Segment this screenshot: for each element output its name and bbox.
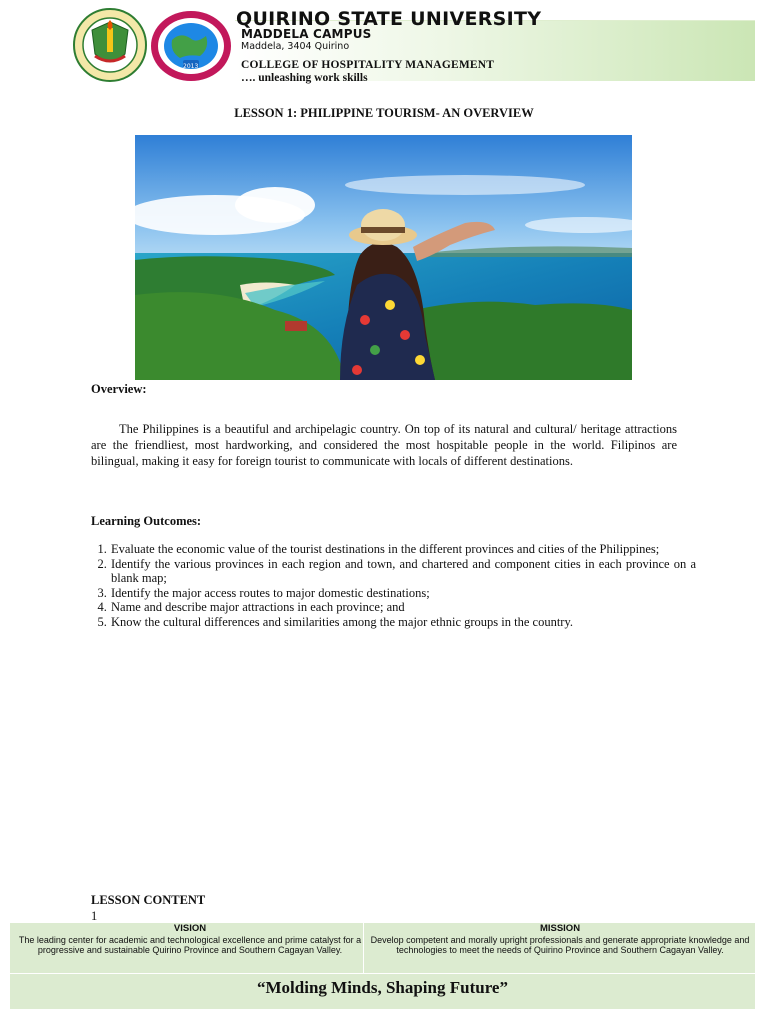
list-item: 5. Know the cultural differences and similarities among the major ethnic groups in the country. (110, 615, 696, 630)
vision-title: VISION (173, 923, 207, 934)
college-name: COLLEGE OF HOSPITALITY MANAGEMENT (241, 59, 495, 71)
campus-address: Maddela, 3404 Quirino (241, 41, 350, 52)
learning-outcomes-list (91, 542, 696, 629)
page-number: 1 (91, 909, 98, 923)
university-seal-logo (73, 8, 147, 82)
list-item: 1. Evaluate the economic value of the tourist destinations in the different provinces and cities of the Philippines; (110, 542, 696, 557)
lesson-content-heading: LESSON CONTENT (91, 893, 206, 907)
lesson-photo (135, 135, 632, 380)
vision-mission-footer (10, 923, 755, 1009)
mission-text: Develop competent and morally upright professionals and generate appropriate knowledge and technologies to meet the needs of Quirino Province and Southern Cagayan Valley. (370, 934, 750, 955)
vision-text: The leading center for academic and technological excellence and prime catalyst for a progressive and sustainable Quirino Province and Southern Cagayan Valley. (18, 934, 362, 955)
college-logo-year: 2013 (183, 63, 199, 70)
learning-outcomes-heading: Learning Outcomes: (91, 514, 202, 528)
list-item: 2. Identify the various provinces in each region and town, and chartered and component cities in each province on a blank map; (110, 557, 696, 586)
list-item: 4. Name and describe major attractions in each province; and (110, 600, 696, 615)
overview-paragraph (91, 421, 677, 469)
list-item: 3. Identify the major access routes to major domestic destinations; (110, 586, 696, 601)
footer-divider (363, 923, 364, 973)
lesson-title: LESSON 1: PHILIPPINE TOURISM- AN OVERVIEW (234, 106, 534, 120)
mission-title: MISSION (539, 923, 581, 934)
footer-separator (10, 973, 755, 974)
college-seal-logo (150, 10, 232, 82)
motto: “Molding Minds, Shaping Future” (257, 978, 508, 997)
overview-text: The Philippines is a beautiful and archipelagic country. On top of its natural and cultural/ heritage attractions are the friendliest, most hardworking, and considered the most hospitable people in the world. Filipinos are bilingual, making it easy for foreign tourist to communicate with locals of different destinations. (91, 422, 677, 468)
overview-heading: Overview: (91, 382, 147, 396)
mission-block (370, 923, 750, 973)
college-tagline: …. unleashing work skills (241, 72, 368, 84)
university-name: QUIRINO STATE UNIVERSITY (236, 8, 542, 30)
vision-block (18, 923, 362, 973)
campus-name: MADDELA CAMPUS (241, 27, 372, 41)
